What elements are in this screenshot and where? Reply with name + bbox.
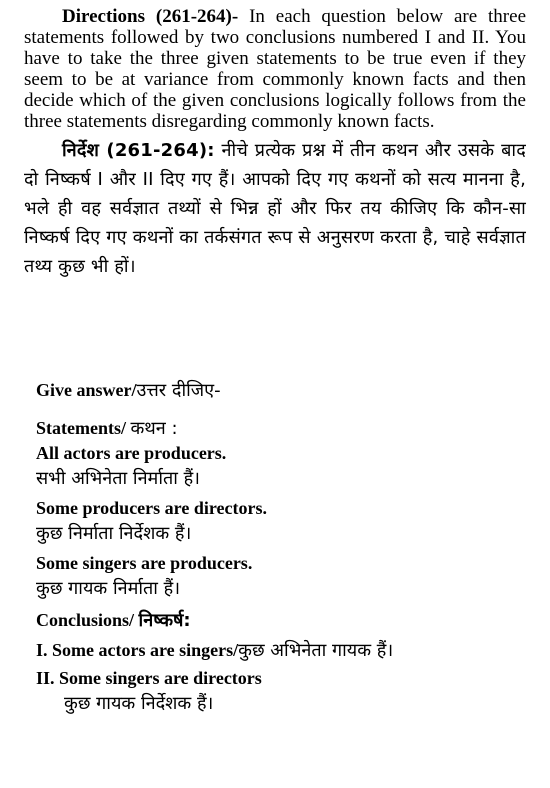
directions-heading-hi: निर्देश (261-264): bbox=[62, 140, 215, 161]
statements-label-en: Statements/ bbox=[36, 418, 131, 438]
statement-2-hi: कुछ निर्माता निर्देशक हैं। bbox=[36, 523, 192, 544]
conclusion-1 bbox=[36, 638, 393, 662]
directions-heading: Directions (261-264)- bbox=[62, 6, 239, 27]
give-answer-en: Give answer/ bbox=[36, 380, 137, 400]
conclusion-1-hi: कुछ अभिनेता गायक हैं। bbox=[238, 640, 394, 661]
statement-3-en: Some singers are producers. bbox=[36, 553, 253, 573]
conclusion-2-en: II. Some singers are directors bbox=[36, 668, 262, 688]
statement-1-en: All actors are producers. bbox=[36, 443, 227, 463]
directions-english bbox=[24, 6, 526, 132]
directions-text-hi: नीचे प्रत्येक प्रश्न में तीन कथन और उसके बाद दो निष्कर्ष I और II दिए गए हैं। आपको दिए गए कथनों को सत्य मानना है, भले ही वह सर्वज्ञात तथ्यों से भिन्न हों और फिर तय कीजिए कि कौन-सा निष्कर्ष दिए गए कथनों का तर्कसंगत रूप से अनुसरण करता है, चाहे सर्वज्ञात तथ्य कुछ भी हों। bbox=[24, 140, 526, 277]
statements-label-hi: कथन : bbox=[130, 418, 178, 439]
conclusions-label bbox=[36, 608, 191, 632]
conclusion-1-en: I. Some actors are singers/ bbox=[36, 640, 239, 660]
conclusion-2-hi: कुछ गायक निर्देशक हैं। bbox=[64, 693, 214, 714]
statement-1-hi: सभी अभिनेता निर्माता हैं। bbox=[36, 468, 201, 489]
statement-2-en: Some producers are directors. bbox=[36, 498, 267, 518]
directions-text-en: In each question below are three statements followed by two conclusions numbered I and II. You have to take the three given statements to be true even if they seem to be at variance from commonly known facts and then decide which of the given conclusions logically follows from the three statements disregarding commonly known facts. bbox=[24, 6, 526, 132]
statement-3-hi: कुछ गायक निर्माता हैं। bbox=[36, 578, 181, 599]
give-answer-hi: उत्तर दीजिए- bbox=[136, 380, 221, 401]
conclusions-label-en: Conclusions/ bbox=[36, 610, 139, 630]
statements-label bbox=[36, 416, 178, 440]
give-answer-line bbox=[36, 378, 221, 402]
conclusions-label-hi: निष्कर्ष: bbox=[138, 610, 191, 631]
directions-hindi bbox=[24, 136, 526, 281]
